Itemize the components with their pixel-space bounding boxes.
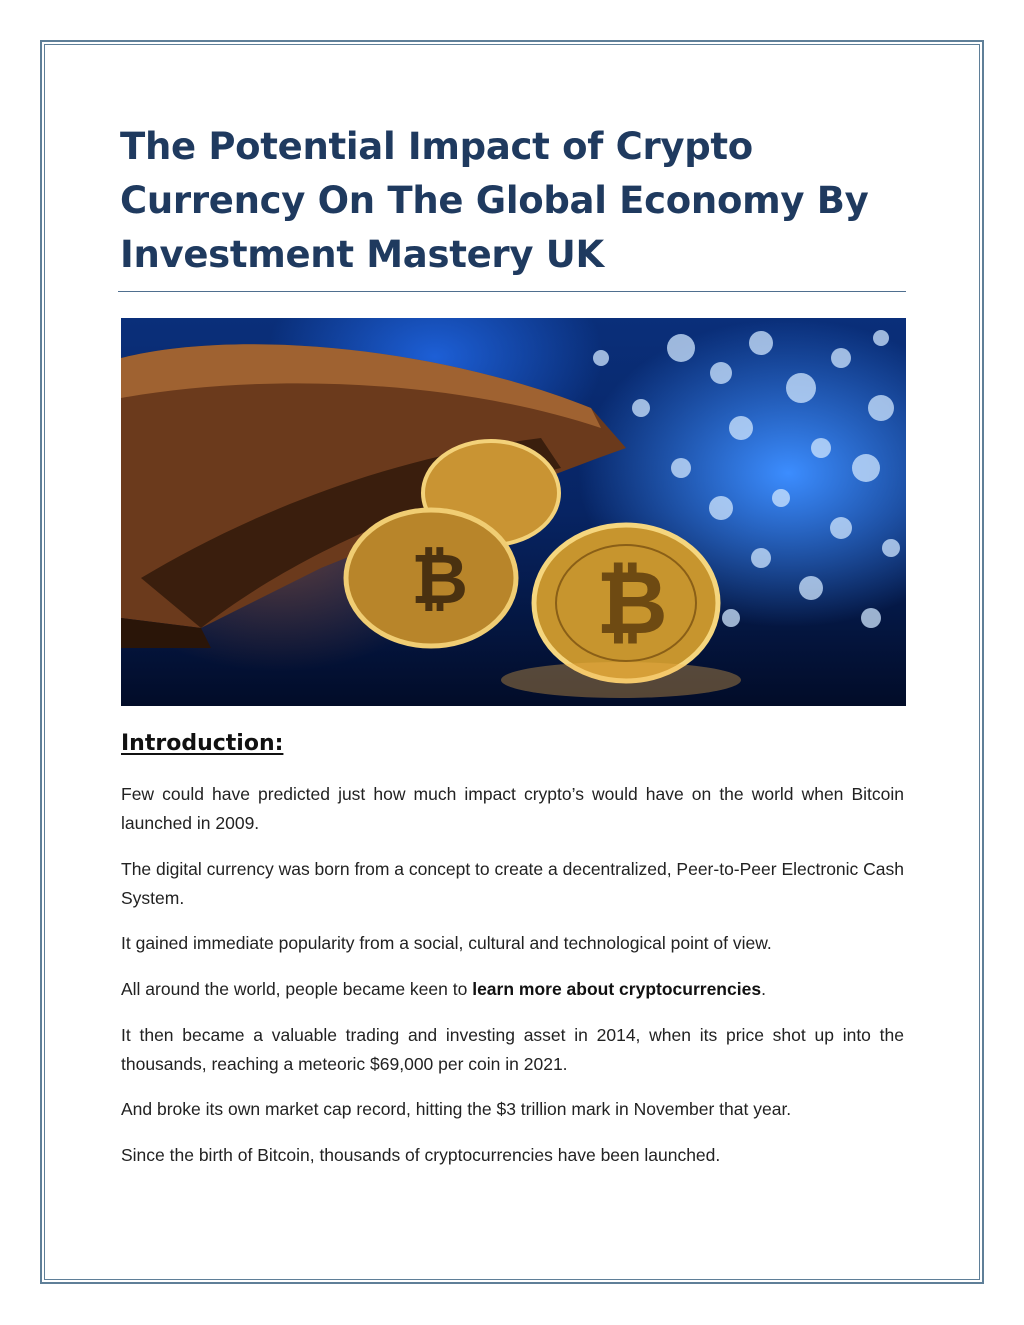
paragraph-2: The digital currency was born from a concept to create a decentralized, Peer-to-Peer Electronic Cash System. (121, 859, 905, 908)
paragraph-7: Since the birth of Bitcoin, thousands of cryptocurrencies have been launched. (121, 1145, 721, 1165)
svg-text:₿: ₿ (411, 538, 469, 620)
paragraph-6: And broke its own market cap record, hitting the $3 trillion mark in November that year. (121, 1099, 792, 1119)
hero-image (121, 318, 906, 706)
hero-illustration (121, 318, 906, 706)
paragraph-1: Few could have predicted just how much impact crypto’s would have on the world when Bitcoin launched in 2009. (121, 784, 904, 833)
paragraph-4-text-after: . (761, 979, 766, 999)
svg-text:₿: ₿ (596, 551, 668, 654)
paragraph-4 (121, 975, 904, 1004)
section-heading-introduction: Introduction: (121, 731, 284, 756)
paragraph-4-bold-link-text: learn more about cryptocurrencies (472, 979, 762, 999)
paragraph-3: It gained immediate popularity from a social, cultural and technological point of view. (121, 933, 772, 953)
document-title: The Potential Impact of Crypto Currency On The Global Economy By Investment Mastery UK (120, 125, 869, 276)
title-divider (118, 291, 906, 292)
paragraph-4-text-before: All around the world, people became keen to (121, 979, 473, 999)
paragraph-5: It then became a valuable trading and investing asset in 2014, when its price shot up into the thousands, reaching a meteoric $69,000 per coin in 2021. (121, 1025, 904, 1074)
